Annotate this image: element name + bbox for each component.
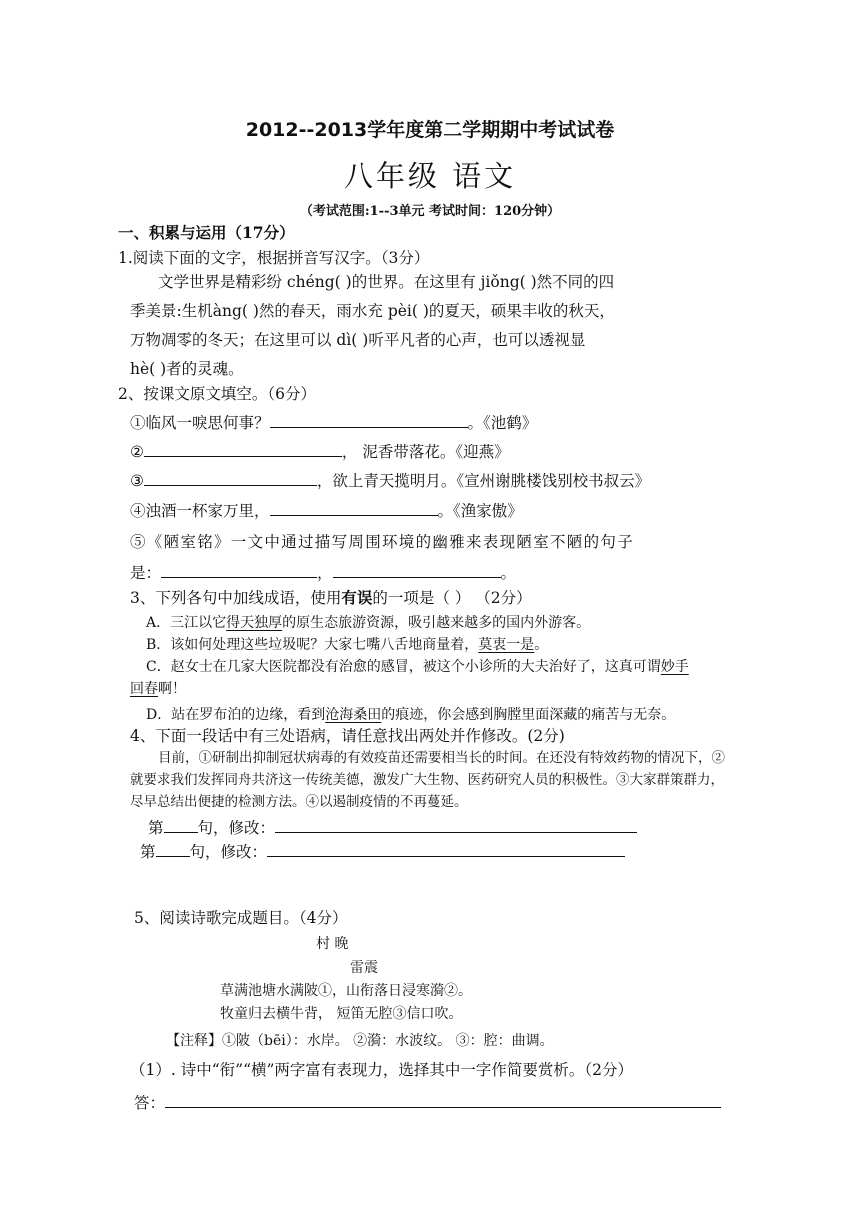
underlined-idiom: 妙手 [660, 659, 689, 675]
option-text: C．赵女士在几家大医院都没有治愈的感冒，被这个小诊所的大夫治好了，这真可谓 [146, 659, 661, 675]
exam-title: 2012--2013学年度第二学期期中考试试卷 [245, 119, 615, 141]
q4-fix-line-1 [148, 816, 637, 838]
q2-item-source: 。《池鹤》 [467, 414, 538, 432]
q3-prompt [130, 586, 532, 608]
fix-label: 第 [140, 843, 156, 861]
option-text: D．站在罗布泊的边缘，看到 [146, 707, 326, 723]
fix-answer-blank[interactable] [267, 842, 625, 857]
poem-line: 牧童归去横牛背， 短笛无腔③信口吹。 [220, 1006, 463, 1022]
q3-prompt-text: 3、下列各句中加线成语，使用 [130, 589, 342, 607]
underlined-idiom: 莫衷一是 [478, 637, 535, 653]
option-text: 的原生态旅游资源，吸引越来越多的国内外游客。 [282, 615, 591, 631]
q1-passage-line: 万物凋零的冬天；在这里可以 dì( )听平凡者的心声，也可以透视显 [130, 331, 586, 349]
q2-item-text: ③ [130, 472, 144, 490]
q3-option-c-cont [130, 678, 186, 698]
fix-label: 句，修改： [197, 819, 276, 837]
fix-label: 句，修改： [189, 843, 268, 861]
q2-prompt: 2、按课文原文填空。（6分） [118, 385, 316, 403]
underlined-idiom: 回春 [130, 681, 158, 697]
poem-line: 草满池塘水满陂①，山衔落日浸寒漪②。 [220, 983, 472, 999]
answer-blank[interactable] [270, 413, 468, 428]
poem-title: 村 晚 [316, 936, 349, 952]
answer-blank[interactable] [161, 563, 317, 578]
q2-item-text: 是： [130, 564, 162, 582]
answer-blank[interactable] [144, 471, 317, 486]
q3-option-d[interactable] [146, 704, 675, 724]
q2-item-source: ， 泥香带落花。《迎燕》 [341, 443, 510, 461]
q5-answer-line [134, 1091, 721, 1113]
underlined-idiom: 沧海桑田 [325, 707, 382, 723]
exam-subtitle: 八年级 语文 [343, 159, 517, 193]
q2-item-5: ⑤《陋室铭》一文中通过描写周围环境的幽雅来表现陋室不陋的句子 [130, 533, 635, 551]
q3-option-a[interactable] [146, 612, 590, 632]
answer-blank[interactable] [165, 1093, 721, 1108]
option-text: 的痕迹，你会感到胸膛里面深藏的痛苦与无奈。 [381, 707, 676, 723]
q1-passage-line: 文学世界是精彩纷 chéng( )的世界。在这里有 jiǒng( )然不同的四 [158, 273, 615, 291]
poem-note: 【注释】①陂（bēi）：水岸。 ②漪：水波纹。 ③：腔：曲调。 [166, 1033, 554, 1049]
underlined-idiom: 得天独厚 [226, 615, 283, 631]
q2-item-source: ，欲上青天揽明月。《宣州谢朓楼饯别校书叔云》 [316, 472, 651, 490]
sentence-number-blank[interactable] [156, 842, 190, 857]
q1-passage-line: hè( )者的灵魂。 [130, 360, 244, 378]
option-text: 。 [534, 637, 549, 653]
answer-blank[interactable] [333, 563, 501, 578]
q3-option-c[interactable] [146, 656, 689, 676]
option-text: 啊！ [158, 681, 186, 697]
q2-item-text: 。 [500, 564, 517, 582]
option-text: A．三江以它 [146, 615, 227, 631]
q2-item-text: ② [130, 443, 144, 461]
answer-blank[interactable] [144, 442, 342, 457]
option-text: B．该如何处理这些垃圾呢？大家七嘴八舌地商量着， [146, 637, 479, 653]
q2-item-4 [130, 499, 523, 521]
q2-item-1 [130, 411, 537, 433]
q1-prompt: 1.阅读下面的文字，根据拼音写汉字。（3分） [118, 249, 430, 267]
q2-item-text: ④浊酒一杯家万里， [130, 502, 270, 520]
q2-item-3 [130, 469, 650, 491]
answer-label: 答： [134, 1094, 166, 1112]
q4-passage: 目前，①研制出抑制冠状病毒的有效疫苗还需要相当长的时间。在还没有特效药物的情况下，②就要求我们发挥同舟共济这一传统美德，激发广大生物、医药研究人员的积极性。③大家群策群力，尽早总结出便捷的检测方法。④以遏制疫情的不再蔓延。 [130, 750, 725, 810]
q2-item-text: ， [317, 564, 333, 582]
q2-item-2 [130, 440, 510, 462]
q4-fix-line-2 [140, 840, 625, 862]
answer-blank[interactable] [270, 501, 438, 516]
q4-prompt: 4、下面一段话中有三处语病，请任意找出两处并作修改。(2分) [130, 727, 565, 745]
q2-item-text: ①临风一唳思何事？ [130, 414, 270, 432]
sentence-number-blank[interactable] [164, 818, 198, 833]
fix-answer-blank[interactable] [275, 818, 637, 833]
q3-option-b[interactable] [146, 634, 548, 654]
q3-prompt-text: 的一项是（ ） （2分） [372, 589, 532, 607]
q5-prompt: 5、阅读诗歌完成题目。（4分） [134, 909, 348, 927]
section-heading: 一、积累与运用（17分） [118, 223, 295, 242]
fix-label: 第 [148, 819, 164, 837]
poem-author: 雷震 [350, 960, 378, 976]
exam-scope: （考试范围:1--3单元 考试时间：120分钟） [299, 204, 561, 219]
q1-passage-line: 季美景:生机àng( )然的春天，雨水充 pèi( )的夏天，硕果丰收的秋天， [130, 302, 615, 320]
q3-prompt-emphasis: 有误 [341, 588, 373, 607]
q2-item-5-blanks [130, 561, 516, 583]
q5-subquestion-1: （1）. 诗中“衔”“横”两字富有表现力，选择其中一字作简要赏析。（2分） [130, 1061, 634, 1079]
q2-item-source: 。《渔家傲》 [437, 502, 523, 520]
